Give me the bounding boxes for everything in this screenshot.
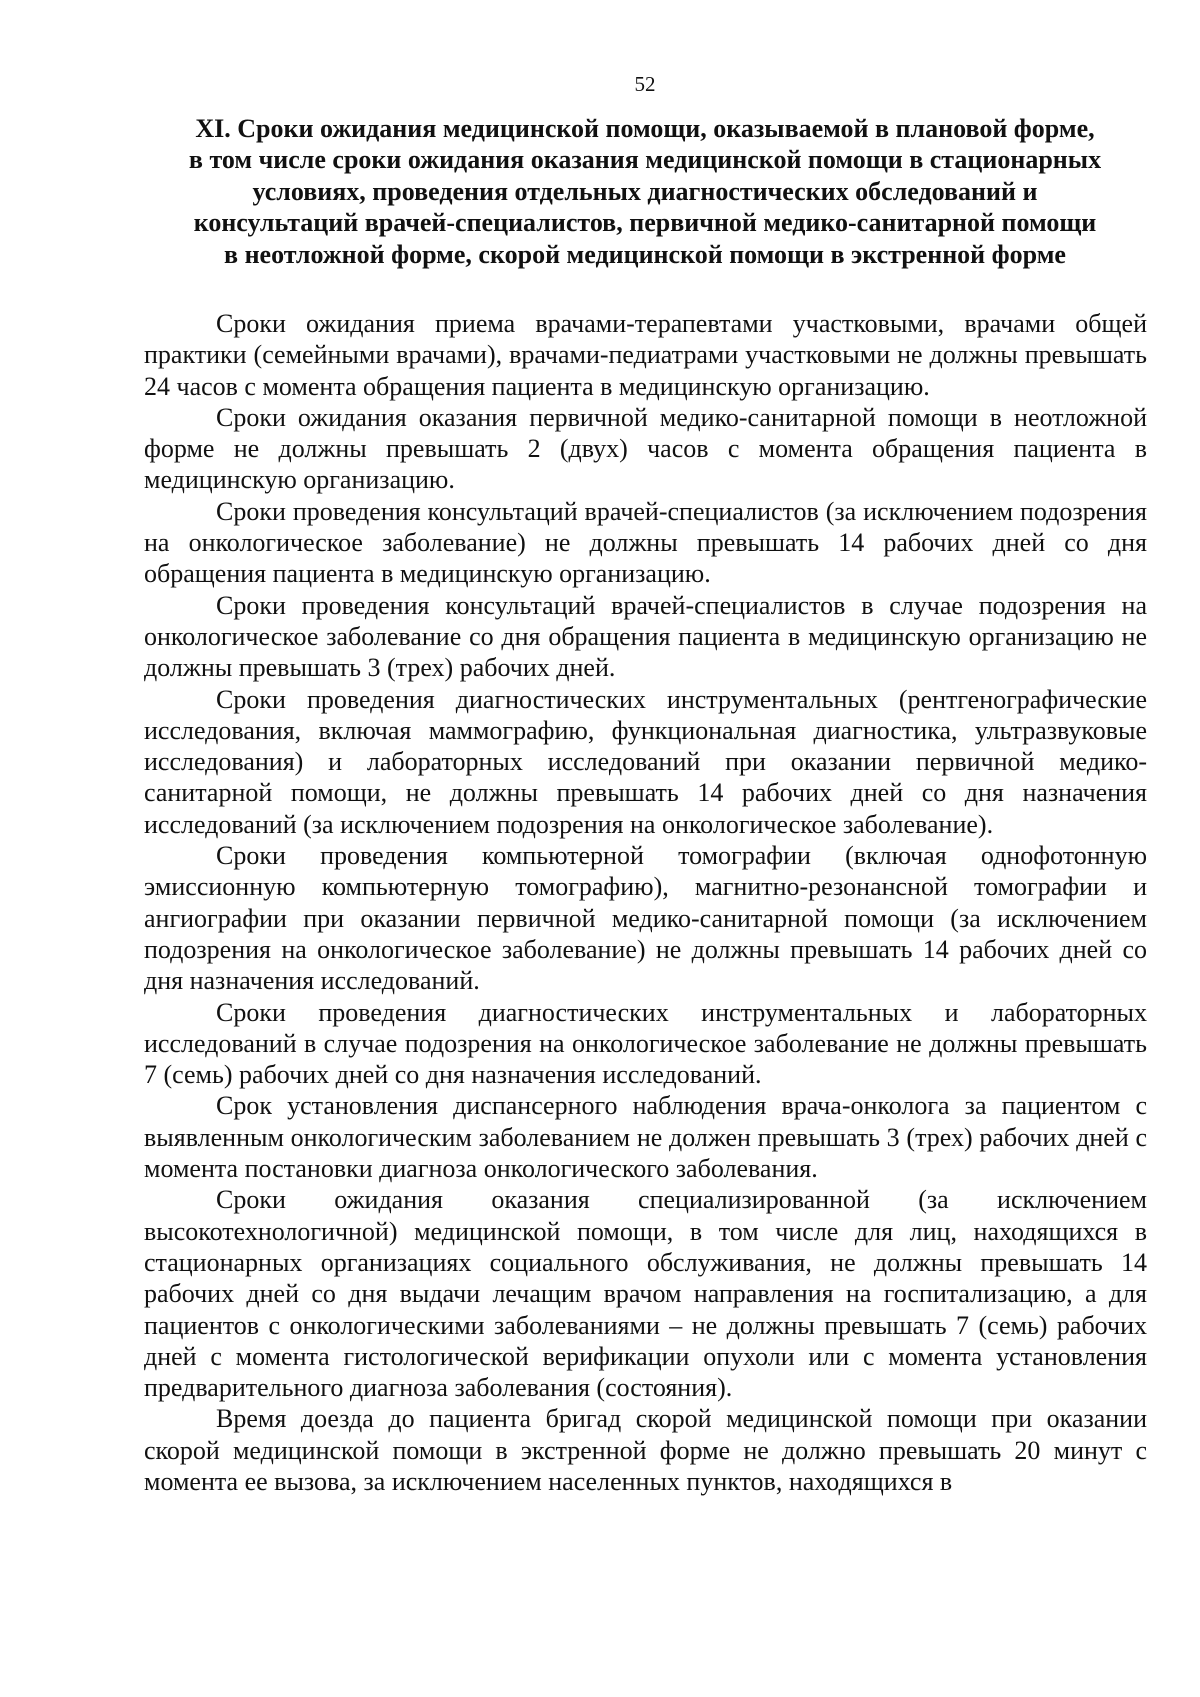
- paragraph: Срок установления диспансерного наблюдения врача-онколога за пациентом с выявленным онкологическим заболеванием не должен превышать 3 (трех) рабочих дней с момента постановки диагноза онкологического заболевания.: [144, 1091, 1147, 1184]
- heading-line: XI. Сроки ожидания медицинской помощи, оказываемой в плановой форме,: [195, 114, 1095, 143]
- paragraph: Сроки ожидания оказания специализированной (за исключением высокотехнологичной) медицинской помощи, в том числе для лиц, находящихся в стационарных организациях социального обслуживания, не должны превышать 14 рабочих дней со дня выдачи лечащим врачом направления на госпитализацию, а для пациентов с онкологическими заболеваниями – не должны превышать 7 (семь) рабочих дней с момента гистологической верификации опухоли или с момента установления предварительного диагноза заболевания (состояния).: [144, 1185, 1147, 1403]
- paragraph: Сроки проведения консультаций врачей-специалистов (за исключением подозрения на онкологическое заболевание) не должны превышать 14 рабочих дней со дня обращения пациента в медицинскую организацию.: [144, 496, 1147, 589]
- heading-line: консультаций врачей-специалистов, первичной медико-санитарной помощи: [193, 208, 1097, 238]
- heading-line: в неотложной форме, скорой медицинской помощи в экстренной форме: [224, 239, 1066, 269]
- page-number: 52: [634, 72, 656, 96]
- paragraph: Сроки проведения диагностических инструментальных и лабораторных исследований в случае подозрения на онкологическое заболевание не должны превышать 7 (семь) рабочих дней со дня назначения исследований.: [144, 997, 1147, 1090]
- heading-line: в том числе сроки ожидания оказания медицинской помощи в стационарных: [188, 145, 1102, 175]
- paragraph: Сроки ожидания приема врачами-терапевтами участковыми, врачами общей практики (семейными врачами), врачами-педиатрами участковыми не должны превышать 24 часов с момента обращения пациента в медицинскую организацию.: [144, 309, 1147, 401]
- body-text: [144, 308, 1147, 1497]
- paragraph: Сроки проведения компьютерной томографии (включая однофотонную эмиссионную компьютерную томографию), магнитно-резонансной томографии и ангиографии при оказании первичной медико-санитарной помощи (за исключением подозрения на онкологическое заболевание) не должны превышать 14 рабочих дней со дня назначения исследований.: [144, 841, 1147, 996]
- paragraph: Время доезда до пациента бригад скорой медицинской помощи при оказании скорой медицинской помощи в экстренной форме не должно превышать 20 минут с момента ее вызова, за исключением населенных пунктов, находящихся в: [144, 1404, 1147, 1496]
- paragraph: Сроки проведения диагностических инструментальных (рентгенографические исследования, включая маммографию, функциональная диагностика, ультразвуковые исследования) и лабораторных исследований при оказании первичной медико-санитарной помощи, не должны превышать 14 рабочих дней со дня назначения исследований (за исключением подозрения на онкологическое заболевание).: [144, 684, 1147, 839]
- section-heading: [140, 113, 1150, 270]
- paragraph: Сроки проведения консультаций врачей-специалистов в случае подозрения на онкологическое заболевание со дня обращения пациента в медицинскую организацию не должны превышать 3 (трех) рабочих дней.: [144, 590, 1147, 683]
- paragraph: Сроки ожидания оказания первичной медико-санитарной помощи в неотложной форме не должны превышать 2 (двух) часов с момента обращения пациента в медицинскую организацию.: [144, 402, 1147, 495]
- heading-line: условиях, проведения отдельных диагностических обследований и: [252, 176, 1038, 206]
